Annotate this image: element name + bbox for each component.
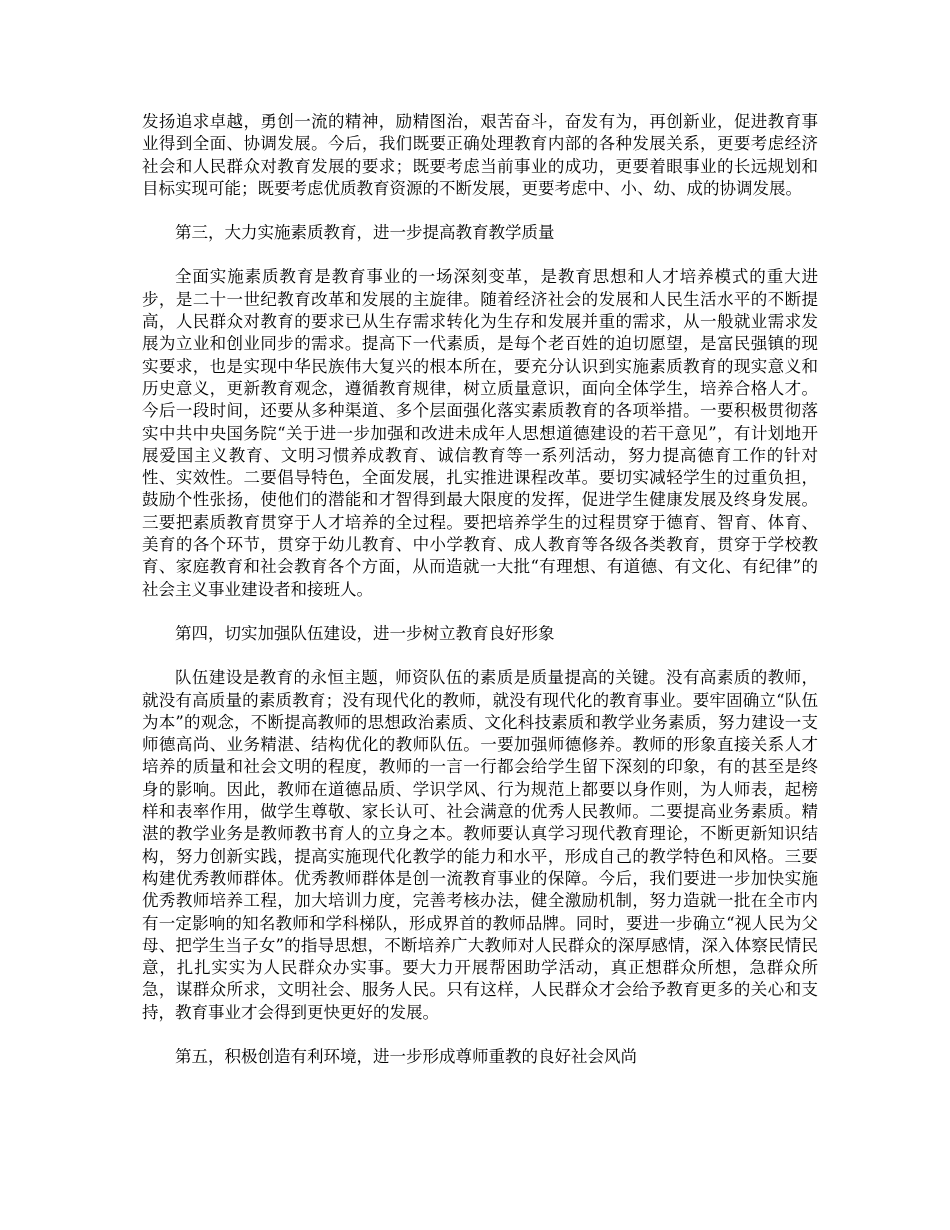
section-heading-third: 第三，大力实施素质教育，进一步提高教育教学质量 (175, 223, 555, 243)
paragraph-continuation: 发扬追求卓越，勇创一流的精神，励精图治，艰苦奋斗，奋发有为，再创新业，促进教育事业得到全面、协调发展。今后，我们既要正确处理教育内部的各种发展关系，更要考虑经济社会和人民群众对教育发展的要求；既要考虑当前事业的成功，更要着眼事业的长远规划和目标实现可能；既要考虑优质教育资源的不断发展，更要考虑中、小、幼、成的协调发展。 (142, 112, 818, 198)
document-page (142, 111, 818, 1090)
paragraph-quality-education: 全面实施素质教育是教育事业的一场深刻变革，是教育思想和人才培养模式的重大进步，是二十一世纪教育改革和发展的主旋律。随着经济社会的发展和人民生活水平的不断提高，人民群众对教育的要求已从生存需求转化为生存和发展并重的需求，从一般就业需求发展为立业和创业同步的需求。提高下一代素质，是每个老百姓的迫切愿望，是富民强镇的现实要求，也是实现中华民族伟大复兴的根本所在，要充分认识到实施素质教育的现实意义和历史意义，更新教育观念，遵循教育规律，树立质量意识，面向全体学生，培养合格人才。今后一段时间，还要从多种渠道、多个层面强化落实素质教育的各项举措。一要积极贯彻落实中共中央国务院“关于进一步加强和改进未成年人思想道德建设的若干意见”，有计划地开展爱国主义教育、文明习惯养成教育、诚信教育等一系列活动，努力提高德育工作的针对性、实效性。二要倡导特色，全面发展，扎实推进课程改革。要切实减轻学生的过重负担，鼓励个性张扬，使他们的潜能和才智得到最大限度的发挥，促进学生健康发展及终身发展。三要把素质教育贯穿于人才培养的全过程。要把培养学生的过程贯穿于德育、智育、体育、美育的各个环节，贯穿于幼儿教育、中小学教育、成人教育等各级各类教育，贯穿于学校教育、家庭教育和社会教育各个方面，从而造就一大批“有理想、有道德、有文化、有纪律”的社会主义事业建设者和接班人。 (142, 267, 818, 599)
paragraph-teacher-team: 队伍建设是教育的永恒主题，师资队伍的素质是质量提高的关键。没有高素质的教师，就没有高质量的素质教育；没有现代化的教师，就没有现代化的教育事业。要牢固确立“队伍为本”的观念，不断提高教师的思想政治素质、文化科技素质和教学业务素质，努力建设一支师德高尚、业务精湛、结构优化的教师队伍。一要加强师德修养。教师的形象直接关系人才培养的质量和社会文明的程度，教师的一言一行都会给学生留下深刻的印象，有的甚至是终身的影响。因此，教师在道德品质、学识学风、行为规范上都要以身作则，为人师表，起榜样和表率作用，做学生尊敬、家长认可、社会满意的优秀人民教师。二要提高业务素质。精湛的教学业务是教师教书育人的立身之本。教师要认真学习现代教育理论，不断更新知识结构，努力创新实践，提高实施现代化教学的能力和水平，形成自己的教学特色和风格。三要构建优秀教师群体。优秀教师群体是创一流教育事业的保障。今后，我们要进一步加快实施优秀教师培养工程，加大培训力度，完善考核办法，健全激励机制，努力造就一批在全市内有一定影响的知名教师和学科梯队，形成界首的教师品牌。同时，要进一步确立“视人民为父母、把学生当子女”的指导思想，不断培养广大教师对人民群众的深厚感情，深入体察民情民意，扎扎实实为人民群众办实事。要大力开展帮困助学活动，真正想群众所想，急群众所急，谋群众所求，文明社会、服务人民。只有这样，人民群众才会给予教育更多的关心和支持，教育事业才会得到更快更好的发展。 (142, 668, 818, 1022)
section-heading-fifth: 第五，积极创造有利环境，进一步形成尊师重教的良好社会风尚 (175, 1046, 637, 1066)
section-heading-fourth: 第四，切实加强队伍建设，进一步树立教育良好形象 (175, 623, 555, 643)
